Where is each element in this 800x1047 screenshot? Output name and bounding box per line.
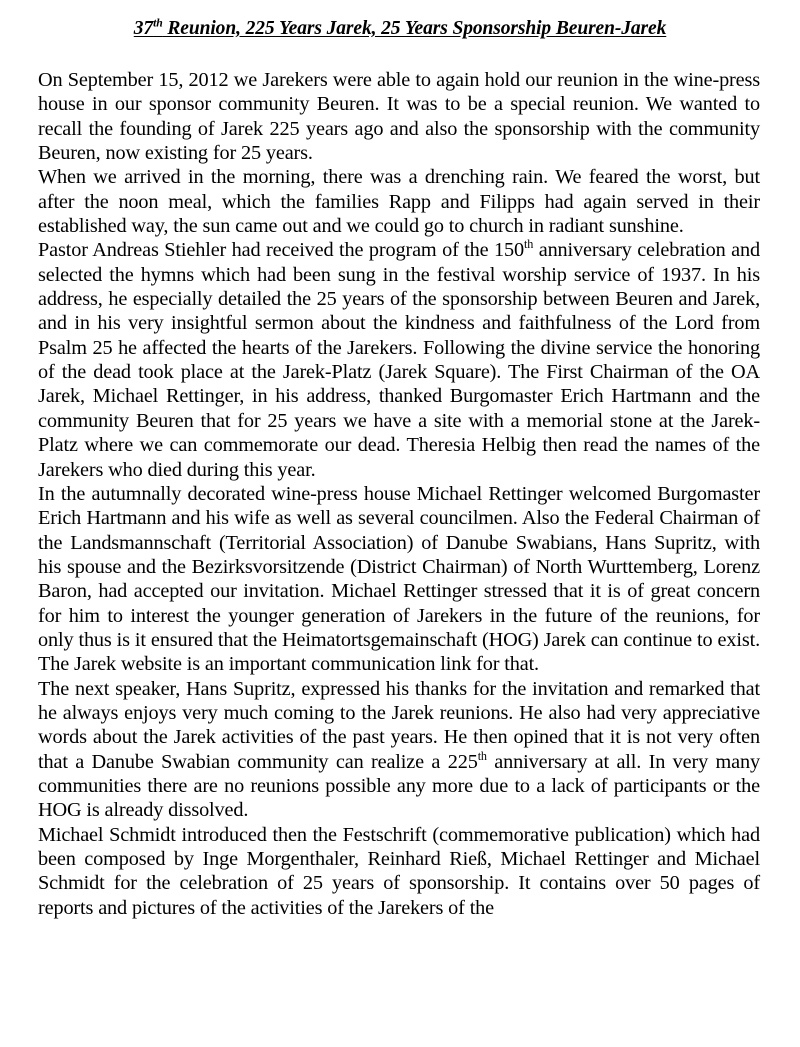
paragraph-text: anniversary at all. In very many communities there are no reunions possible any more due to a lack of participants or the HOG is already dissolved. xyxy=(38,750,761,822)
paragraph-text: anniversary celebration and selected the hymns which had been sung in the festival worship service of 1937. In his address, he especially detailed the 25 years of the sponsorship between Beuren and Jarek, and in his very insightful sermon about the kindness and faithfulness of the Lord from Psalm 25 he affected the hearts of the Jarekers. Following the divine service the honoring of the dead took place at the Jarek-Platz (Jarek Square). The First Chairman of the OA Jarek, Michael Rettinger, in his address, thanked Burgomaster Erich Hartmann and the community Beuren that for 25 years we have a site with a memorial stone at the Jarek-Platz where we can commemorate our dead. Theresia Helbig then read the names of the Jarekers who died during this year. xyxy=(38,239,760,481)
paragraph-weather: When we arrived in the morning, there was a drenching rain. We feared the worst, but after the noon meal, which the families Rapp and Filipps had again served in their established way, the sun came out and we could go to church in radiant sunshine. xyxy=(38,166,760,238)
paragraph-festschrift: Michael Schmidt introduced then the Festschrift (commemorative publication) which had been composed by Inge Morgenthaler, Reinhard Rieß, Michael Rettinger and Michael Schmidt for the celebration of 25 years of sponsorship. It contains over 50 pages of reports and pictures of the activities of the Jarekers of the xyxy=(38,823,760,919)
article-body xyxy=(38,68,760,920)
title-text: Reunion, 225 Years Jarek, 25 Years Sponsorship Beuren-Jarek xyxy=(162,18,667,39)
paragraph-reunion-intro: On September 15, 2012 we Jarekers were able to again hold our reunion in the wine-press house in our sponsor community Beuren. It was to be a special reunion. We wanted to recall the founding of Jarek 225 years ago and also the sponsorship with the community Beuren, now existing for 25 years. xyxy=(38,69,760,165)
ordinal-suffix: th xyxy=(524,237,534,252)
page-title xyxy=(0,17,800,41)
ordinal-suffix: th xyxy=(477,748,487,763)
paragraph-church-service xyxy=(38,238,760,481)
title-ordinal-suffix: th xyxy=(153,16,163,30)
paragraph-text: The next speaker, Hans Supritz, expressed his thanks for the invitation and remarked that he always enjoys very much coming to the Jarek reunions. He also had very appreciative words about the Jarek activities of the past years. He then opined that it is not very often that a Danube Swabian community can realize a 225 xyxy=(38,677,760,773)
paragraph-next-speaker xyxy=(38,677,760,823)
paragraph-text: Pastor Andreas Stiehler had received the program of the 150 xyxy=(38,239,525,262)
title-ordinal: 37 xyxy=(133,18,154,39)
paragraph-welcome: In the autumnally decorated wine-press house Michael Rettinger welcomed Burgomaster Erich Hartmann and his wife as well as several councilmen. Also the Federal Chairman of the Landsmannschaft (Territorial Association) of Danube Swabians, Hans Supritz, with his spouse and the Bezirksvorsitzende (District Chairman) of North Wurttemberg, Lorenz Baron, had accepted our invitation. Michael Rettinger stressed that it is of great concern for him to interest the younger generation of Jarekers in the future of the reunions, for only thus is it ensured that the Heimatortsgemainschaft (HOG) Jarek can continue to exist. The Jarek website is an important communication link for that. xyxy=(38,482,760,676)
